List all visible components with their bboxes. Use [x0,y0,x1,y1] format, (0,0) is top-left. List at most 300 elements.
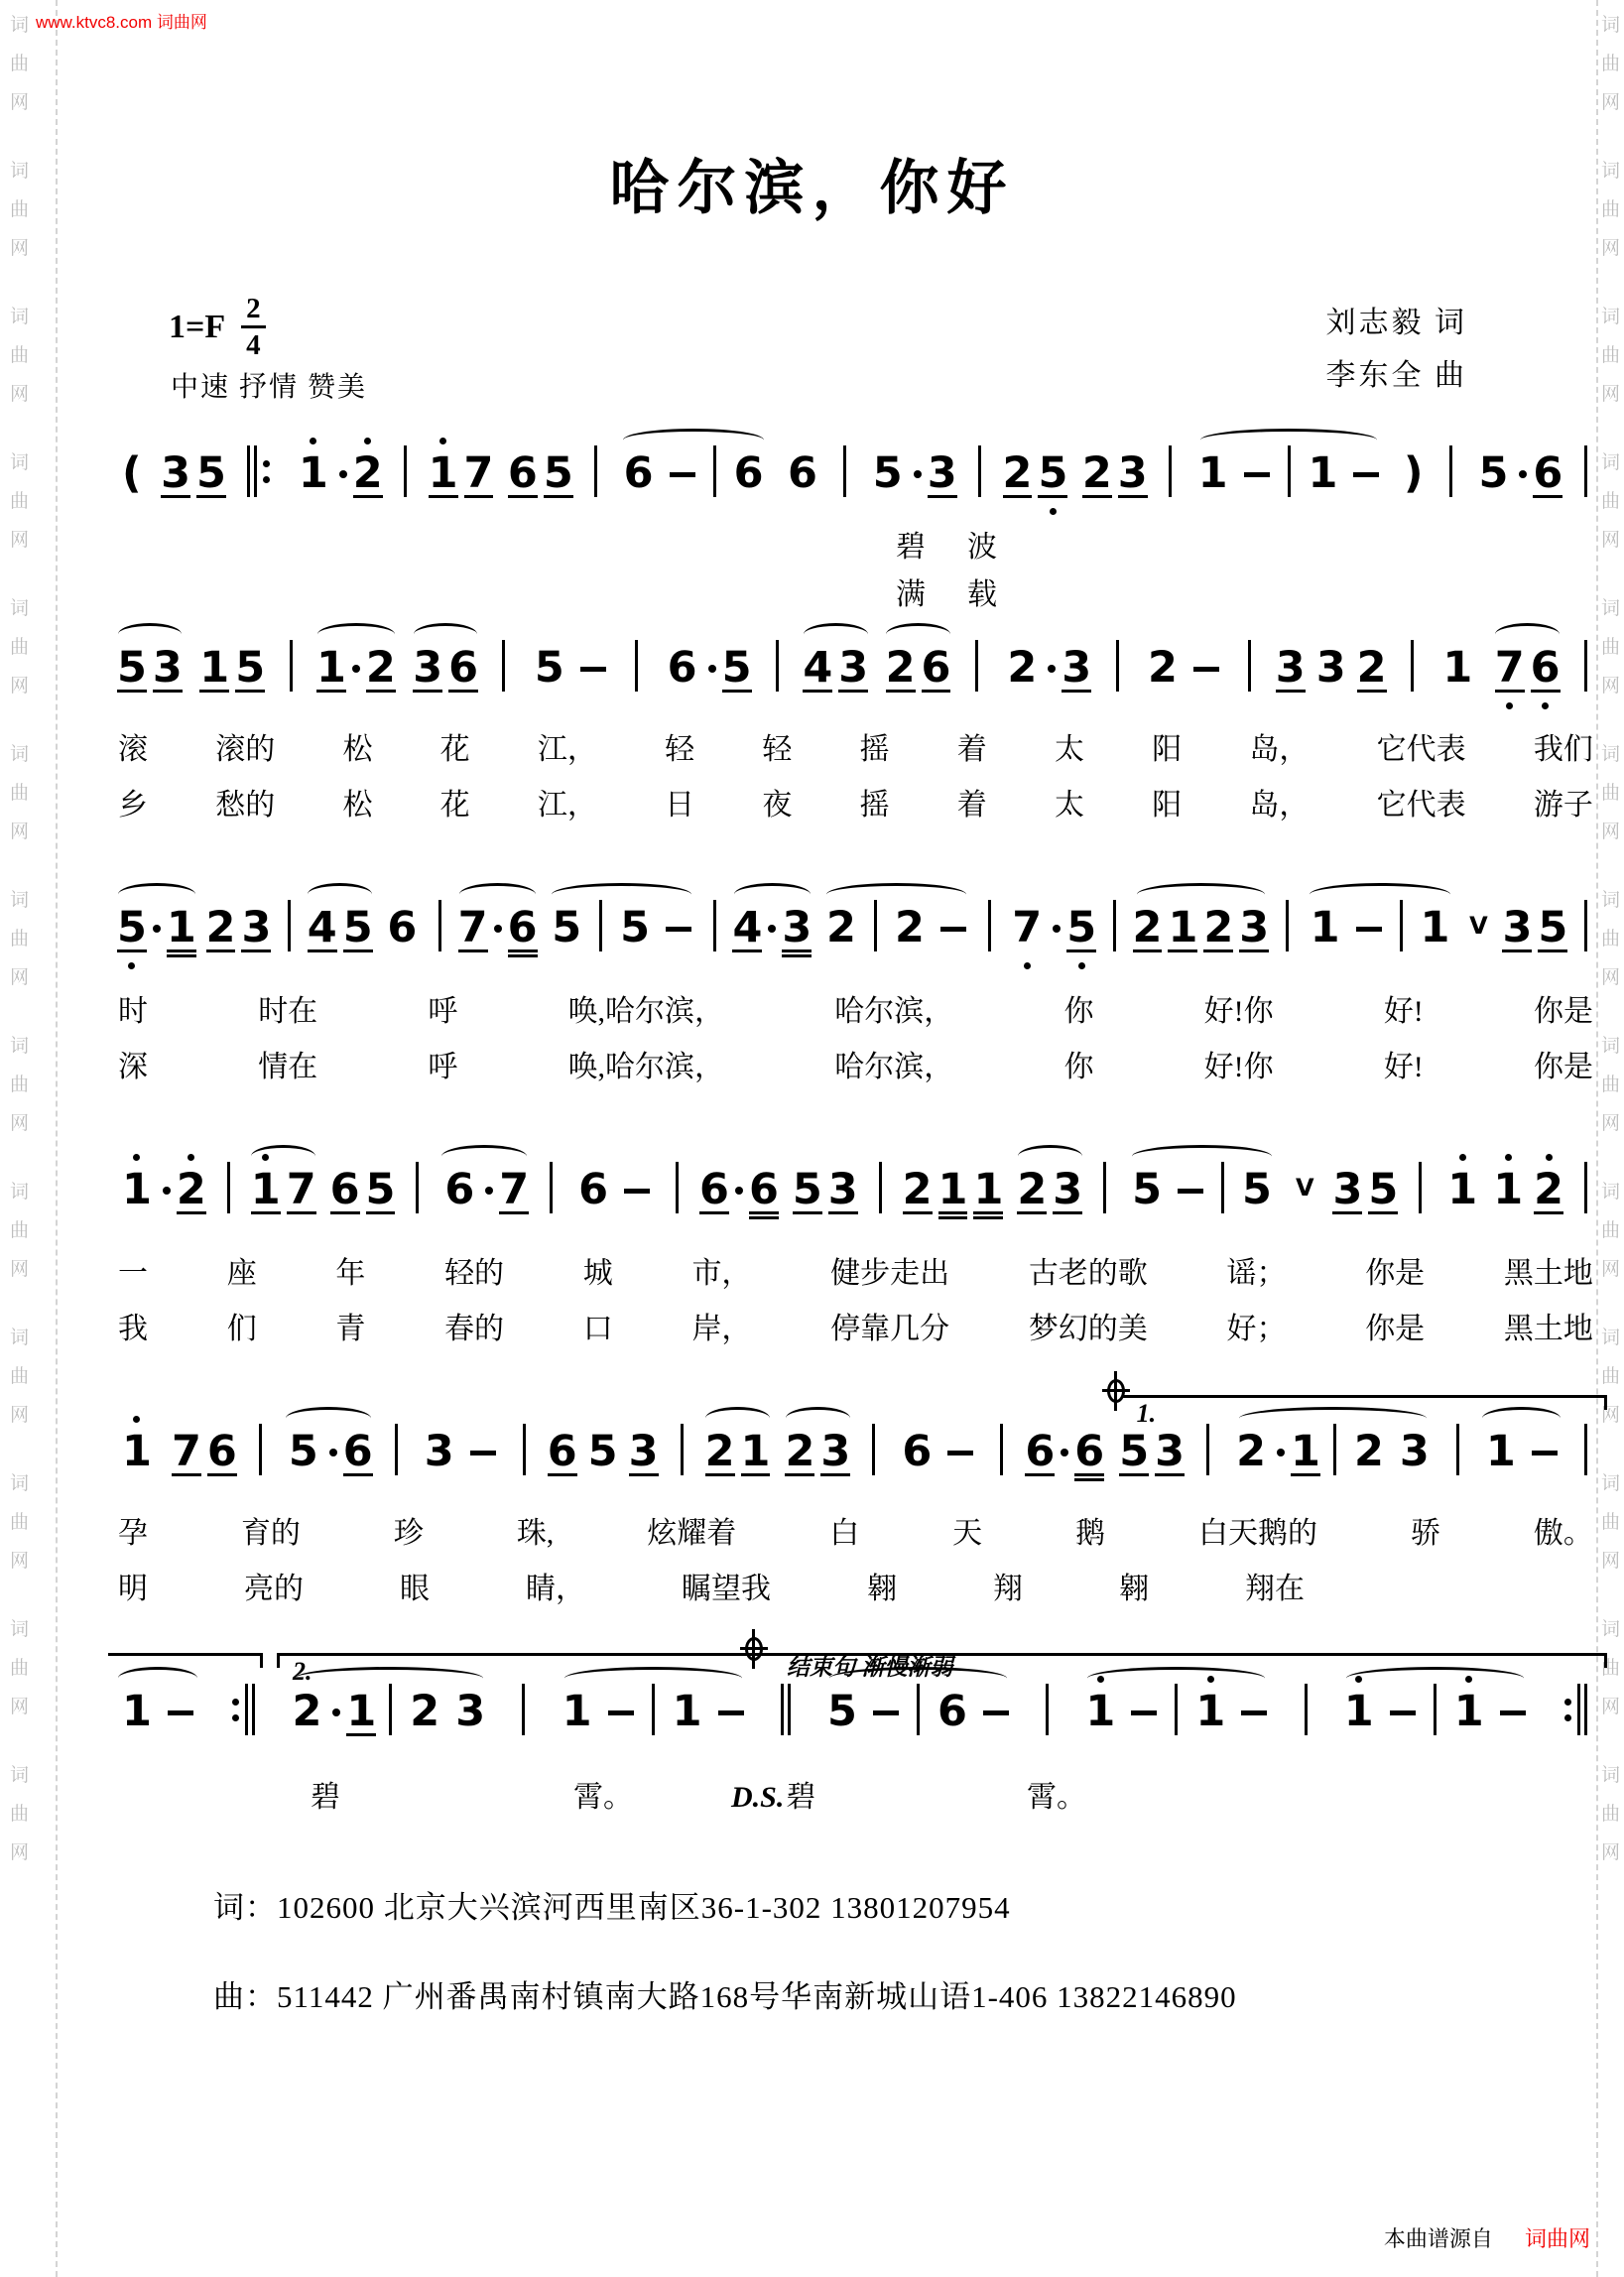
spacer [781,1743,791,1756]
lyric-syllable: 松 [342,789,373,822]
glyph: 1 [1291,1427,1320,1476]
barline [978,435,981,518]
barline [843,435,846,518]
spacer [588,1483,618,1496]
note [562,1673,592,1756]
note-group [978,889,1001,972]
bar [1584,1162,1587,1213]
watermark-char: 曲 [10,929,30,949]
lyric-syllable: 情在 [258,1051,318,1083]
slur-group [555,1673,752,1756]
slur-group [544,889,699,972]
note-group [1273,629,1390,712]
bar [843,445,846,497]
coda-crossbar [1102,1389,1130,1392]
glyph [332,1686,340,1733]
duration-dash [1500,1710,1526,1715]
note-group [1093,1151,1116,1234]
octave-dot-above [122,1151,152,1164]
spacer [1175,1673,1178,1686]
bar-glyph [988,902,991,949]
glyph: 6 [448,643,479,693]
spacer [594,505,597,518]
note [499,1151,529,1234]
dot [133,1154,140,1161]
spacer [947,1413,973,1426]
spacer [230,1743,255,1756]
glyph [259,1426,262,1473]
glyph [635,642,638,690]
spacer [785,1413,814,1426]
notes-row [114,1413,1597,1496]
glyph: 6 [329,1165,360,1214]
barline [1116,629,1119,712]
glyph: 6 [623,448,654,498]
bar-glyph [681,1426,684,1473]
spacer [629,1483,659,1496]
note-group [196,629,268,712]
bar-glyph [1584,902,1587,949]
spacer [1390,1673,1416,1686]
glyph: 4 [803,643,833,693]
spacer [1239,889,1269,902]
spacer [947,1483,973,1496]
watermark-char: 网 [1600,530,1620,551]
barline [389,1673,392,1756]
spacer [1584,699,1587,712]
dot [1465,1676,1472,1683]
spacer [1421,959,1450,972]
spacer [485,1221,493,1234]
glyph: 1 [428,448,458,498]
spacer [838,629,868,642]
note-group [417,1413,504,1496]
barline [1305,1673,1308,1756]
note-group [1574,1151,1597,1234]
note [1534,1151,1563,1234]
lyricist-credit: 刘志毅 词 [1325,307,1467,339]
spacer [886,699,916,712]
spacer [241,889,271,902]
bar-glyph [781,1686,791,1733]
dot [128,962,135,969]
glyph: 5 [792,1165,822,1214]
lyric-syllable: 骄 [1410,1517,1440,1550]
dash [1356,889,1382,972]
spacer [122,505,142,518]
spacer [803,699,832,712]
augmentation-dot [1048,665,1056,673]
note-group [114,1413,160,1496]
bar-glyph [1411,642,1414,690]
bar [788,1684,791,1735]
spacer [290,699,293,712]
lyric-syllable: 好； [1226,1313,1287,1345]
spacer [366,1221,396,1234]
spacer [366,1151,396,1164]
spacer [1434,1673,1437,1686]
spacer [788,435,817,447]
spacer [1478,505,1508,518]
barline [1248,629,1251,712]
note-group [1396,435,1432,518]
spacer [1276,629,1306,642]
spacer [1584,1483,1587,1496]
glyph: 3 [1239,903,1270,952]
watermark-char: 曲 [10,1220,30,1241]
barline [1562,1673,1587,1756]
slur-group [818,889,974,972]
left-watermark-column [10,6,29,1902]
spacer [343,1483,373,1496]
dot [494,889,502,972]
barline [1046,1673,1049,1756]
duration-dash [670,472,695,477]
bar-glyph [1305,1686,1308,1733]
augmentation-dot [708,665,716,673]
spacer [470,1413,496,1426]
note [1533,435,1562,518]
bar-glyph [438,902,441,949]
note [793,1151,822,1234]
bar-glyph [874,902,877,949]
spacer [681,1483,684,1496]
spacer [172,1483,201,1496]
octave-dot-above [177,1151,206,1164]
spacer [544,435,573,447]
spacer [366,699,396,712]
note-group [660,629,755,712]
glyph [329,1426,337,1473]
barline [230,1673,255,1756]
duration-dash [608,1710,634,1715]
spacer [1003,505,1033,518]
spacer [122,1221,152,1234]
spacer [1316,629,1346,642]
lyric-syllable: 眼 [400,1573,430,1605]
lyrics-row [114,1508,1597,1552]
bar-glyph [416,1164,419,1211]
watermark-char: 词 [10,1619,30,1640]
glyph [873,1686,899,1733]
glyph: 4 [732,903,763,952]
spacer [235,629,265,642]
glyph: 5 [288,1427,318,1476]
glyph: 3 [1155,1427,1186,1476]
spacer [713,505,716,518]
spacer [768,889,776,902]
glyph [1286,902,1289,949]
lyric-syllable: 呼 [428,995,458,1028]
notes-row [114,889,1597,974]
watermark-char: 词 [1600,1036,1620,1057]
spacer [404,505,407,518]
spacer [207,1483,237,1496]
lyrics-row [114,1248,1597,1292]
spacer [343,1413,373,1426]
spacer [153,629,183,642]
lyric-syllable: 青 [335,1313,366,1345]
bar-glyph [1333,1426,1336,1473]
glyph: 3 [782,903,812,952]
watermark-char: 曲 [10,199,30,220]
spacer [1584,1221,1587,1234]
glyph [485,1164,493,1211]
glyph: 2 [1236,1427,1267,1476]
barline [259,1413,262,1496]
glyph: 7 [463,448,494,498]
spacer [624,1151,650,1164]
spacer [1333,1483,1336,1496]
spacer [316,629,346,642]
glyph: 2 [352,448,383,498]
spacer [732,889,762,902]
glyph [1053,902,1061,949]
music-system [114,889,1597,1085]
spacer [448,629,478,642]
lyric-syllable: 唤,哈尔滨， [567,995,725,1028]
spacer [713,959,716,972]
note-group [894,1413,981,1496]
barline [227,1151,230,1234]
glyph: 6 [937,1687,967,1736]
note [535,629,564,712]
dot [339,435,347,518]
lyric-syllable: 座 [226,1257,257,1290]
note [410,1673,439,1756]
spacer [1017,1151,1047,1164]
dash [624,1151,650,1234]
glyph: 3 [1502,903,1533,952]
bar [288,900,291,951]
glyph: 3 [152,643,183,693]
bar-glyph [652,1686,655,1733]
music-system [114,1399,1597,1607]
dot [329,1413,337,1496]
bar-glyph [776,642,779,690]
note-group [540,1151,562,1234]
note [346,1673,376,1756]
source-prefix: 本曲谱源自 [1383,2226,1493,2251]
glyph: 1 [740,1427,771,1476]
dash [1500,1673,1526,1756]
glyph: 2 [365,643,396,693]
note-group [771,1673,801,1756]
spacer [1404,505,1424,518]
spacer [978,505,981,518]
bar [1456,1424,1459,1475]
note [343,889,373,972]
spacer [502,699,505,712]
glyph [1169,447,1172,495]
note [299,435,328,518]
spacer [241,959,271,972]
spacer [624,435,654,447]
glyph: 1 [250,1165,281,1214]
bar [247,445,250,497]
note [199,629,229,712]
glyph [580,642,606,690]
lyrics-row [114,724,1597,768]
left-dashed-divider [56,0,58,2277]
note [1242,1151,1272,1234]
watermark-char: 词 [1600,890,1620,911]
spacer [455,1673,485,1686]
lyric-syllable: 好! [1383,995,1424,1028]
note [207,1413,237,1496]
barline [1584,1151,1587,1234]
glyph [1206,1426,1209,1473]
glyph: 1 [1343,1687,1374,1736]
duration-dash [718,1710,744,1715]
glyph: 6 [1074,1427,1105,1476]
note-group [327,1151,399,1234]
note-group [379,889,425,972]
site-watermark: www.ktvc8.com 词曲网 [36,13,207,32]
spacer [1203,959,1233,972]
barline [523,1413,526,1496]
glyph: 3 [838,643,869,693]
spacer [562,1673,592,1686]
spacer [413,629,442,642]
dot [1505,1154,1512,1161]
watermark-char: 曲 [1600,637,1620,658]
slur-group [114,1673,201,1756]
spacer [820,1413,850,1426]
spacer [163,1151,171,1164]
note-group [696,1151,782,1234]
lyric-syllable: 健步走出 [830,1257,950,1290]
spacer [227,1221,230,1234]
barline [872,1413,875,1496]
bar [404,445,407,497]
spacer [1046,1743,1049,1756]
spacer [346,1673,376,1686]
note [1038,435,1067,518]
glyph: 4 [307,903,337,952]
spacer [1061,1413,1068,1426]
note [122,435,142,518]
glyph: 2 [826,903,856,952]
lyric-syllable: 呼 [428,1051,458,1083]
spacer [153,889,161,902]
note [308,889,337,972]
coda-text: 结束句 渐慢渐弱 [787,1654,953,1680]
spacer [1493,1221,1523,1234]
note-group [1435,629,1480,712]
credits [1326,298,1468,402]
glyph: 5 [1368,1165,1399,1214]
note [117,629,147,712]
note [508,435,538,518]
spacer [339,435,347,447]
note [1538,889,1567,972]
note [508,889,538,972]
glyph [1449,447,1452,495]
lyric-syllable: 霄。 [1027,1781,1086,1814]
watermark-char: 网 [10,1842,30,1863]
spacer [670,505,695,518]
spacer [1354,1413,1384,1426]
glyph: 2 [176,1165,206,1214]
note [588,1413,618,1496]
note-group [280,629,303,712]
note-group [1439,435,1462,518]
spacer [332,1743,340,1756]
spacer [652,1673,655,1686]
spacer [425,1413,454,1426]
note-group [1446,1413,1469,1496]
dash [1532,1413,1558,1496]
spacer [1538,959,1567,972]
lyric-syllable: 松 [342,733,373,766]
dot [485,1151,493,1234]
dot [1519,435,1527,518]
note-group [703,889,726,972]
bar [1449,445,1452,497]
bar-glyph [247,447,272,495]
spacer [1062,629,1091,642]
slur-group [410,629,481,712]
bar [290,640,293,692]
lyric-syllable: 阳 [1152,789,1183,822]
bar [879,1162,882,1213]
octave-dot-below [1066,959,1096,972]
glyph [872,1426,875,1473]
spacer [172,1413,201,1426]
notes-row [114,1673,1597,1756]
slur-group [248,1151,319,1234]
lyric-syllable: 唤,哈尔滨， [567,1051,725,1083]
lyric-syllable: 孕 [118,1517,148,1550]
note-group [278,889,301,972]
barline [781,1673,791,1756]
spacer [917,1743,920,1756]
spacer [494,959,502,972]
spacer [1053,889,1061,902]
spacer [196,435,226,447]
composer-credit: 李东全 曲 [1325,358,1467,392]
spacer [1178,1151,1203,1164]
spacer [1131,1673,1157,1686]
spacer [1419,1221,1422,1234]
spacer [1442,699,1472,712]
barline [288,889,291,972]
bar [1305,1684,1308,1735]
note-group [965,629,988,712]
glyph [608,1686,634,1733]
lyric-syllable: 你 [1063,1051,1094,1083]
spacer [1357,629,1387,642]
note-group [527,629,614,712]
slur-group [114,889,199,972]
spacer [1296,1223,1314,1236]
dot [310,438,316,444]
spacer [247,435,272,447]
watermark-char: 网 [10,238,30,259]
spacer [940,959,966,972]
note-group [429,889,451,972]
slur-group [883,629,954,712]
glyph [978,447,981,495]
note-group [1079,435,1151,518]
glyph: 2 [292,1687,322,1736]
bar-glyph [843,447,846,495]
note-group [766,629,789,712]
lyric-syllable: 岛， [1249,789,1310,822]
glyph [599,902,602,949]
duration-dash [873,1710,899,1715]
